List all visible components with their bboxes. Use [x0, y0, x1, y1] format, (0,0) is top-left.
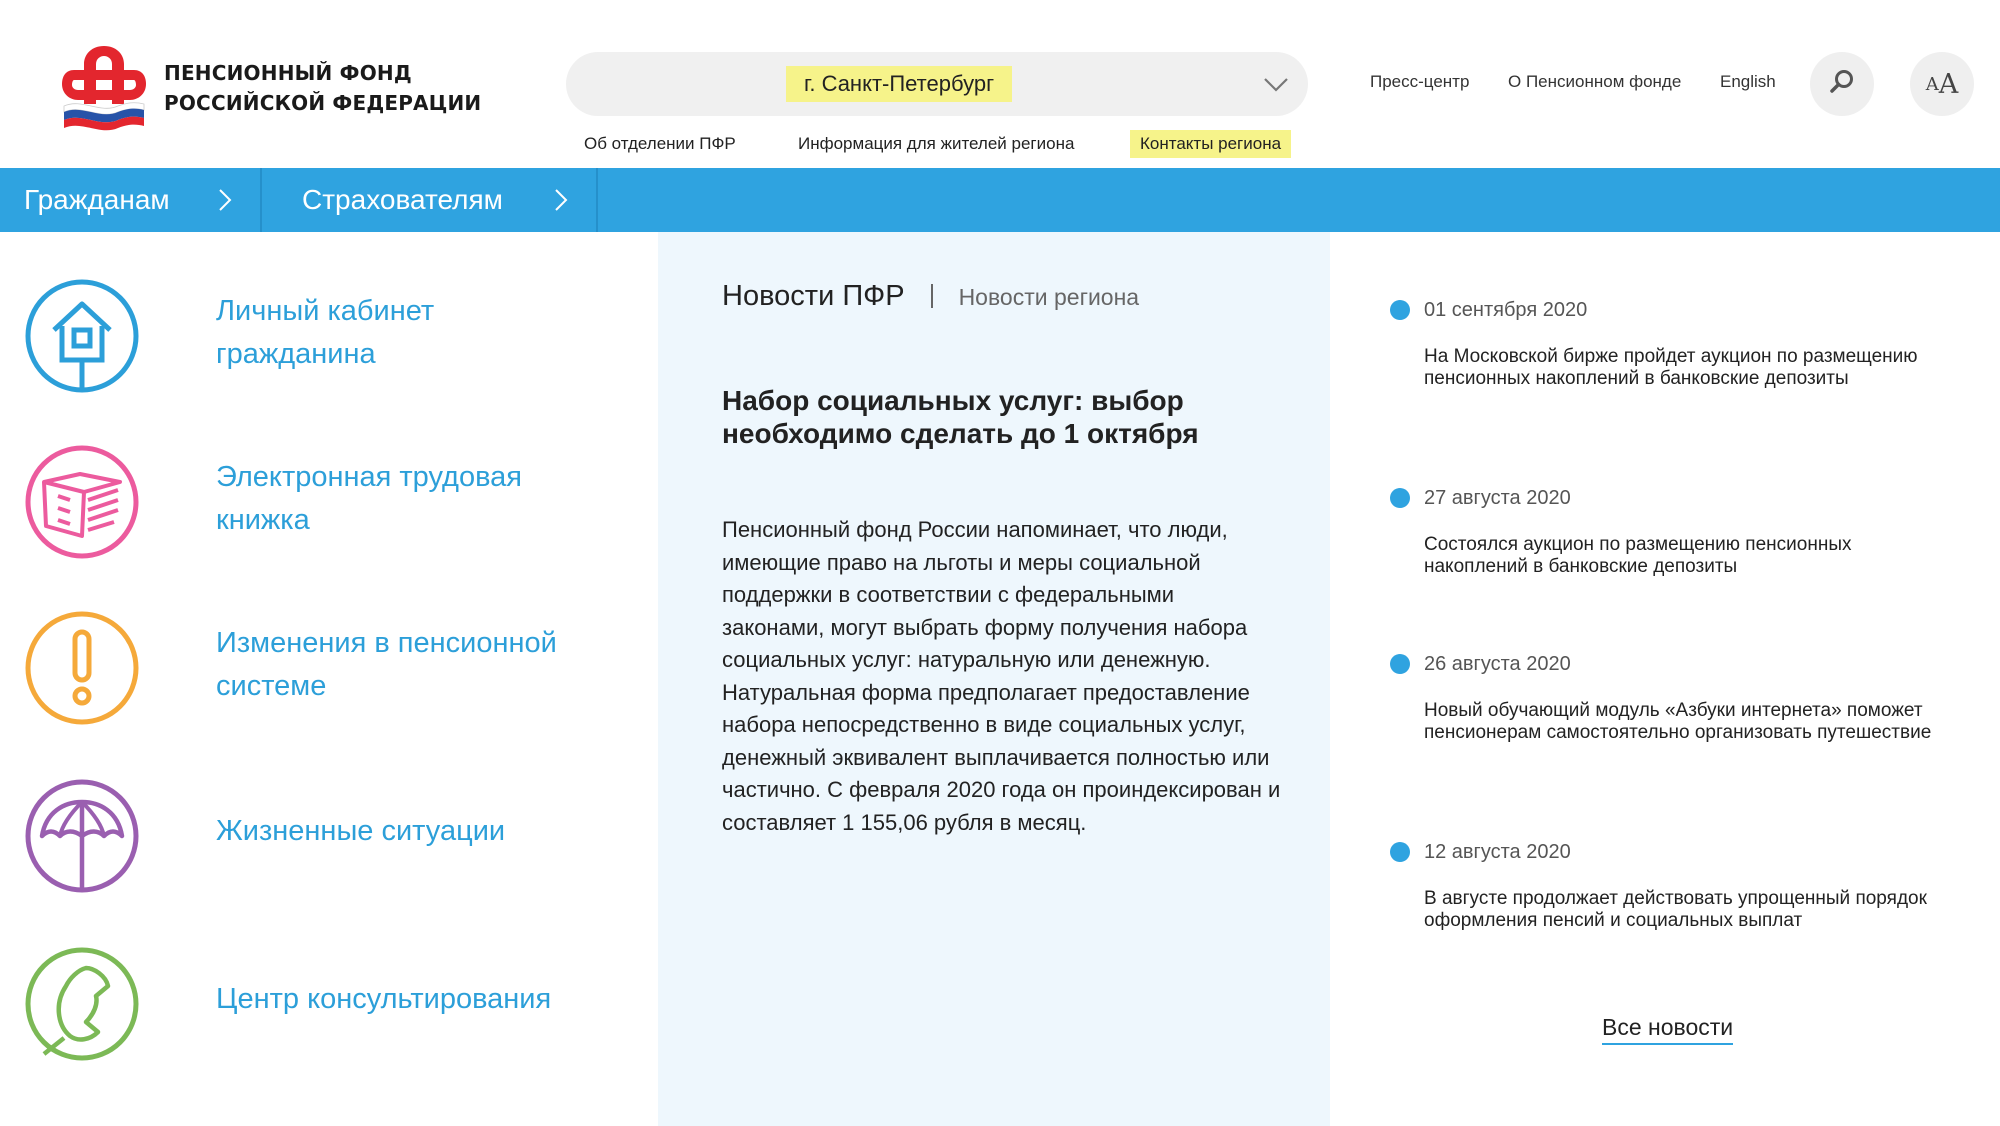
featured-news-panel	[658, 232, 1330, 1126]
region-link-residents-info[interactable]: Информация для жителей региона	[798, 134, 1075, 153]
article-body: Пенсионный фонд России напоминает, что люди, имеющие право на льготы и меры социальной поддержки в соответствии с федеральными законами, могут выбрать форму получения набора социальных услуг: натуральную или денежную. Натуральная форма предполагает предоставление набора непосредственно в виде социальных услуг, денежный эквивалент выплачивается полностью или частично. С февраля 2020 года он проиндексирован и составляет 1 155,06 рубля в месяц.	[722, 517, 1281, 835]
region-link-contacts[interactable]: Контакты региона	[1130, 130, 1291, 158]
logo-text	[164, 58, 481, 118]
service-label-line-2[interactable]: книжка	[216, 504, 310, 536]
news-title[interactable]: Состоялся аукцион по размещению пенсионных накоплений в банковские депозиты	[1424, 534, 1852, 577]
audience-menu	[0, 168, 2000, 232]
news-list	[1330, 232, 2000, 1126]
site-header	[0, 0, 2000, 168]
logo-line-2: РОССИЙСКОЙ ФЕДЕРАЦИИ	[164, 91, 482, 115]
service-electronic-workbook[interactable]	[24, 444, 644, 564]
workbook-icon	[24, 444, 140, 560]
pfr-logo[interactable]	[56, 40, 481, 136]
font-size-big-glyph: A	[1938, 68, 1959, 100]
phone-icon	[24, 946, 140, 1062]
bullet-dot-icon	[1390, 654, 1410, 674]
region-selected-value[interactable]: г. Санкт-Петербург	[786, 66, 1012, 102]
service-label-line-1[interactable]: Электронная трудовая	[216, 461, 522, 493]
service-life-situations[interactable]	[24, 778, 644, 898]
pfr-emblem-icon	[56, 40, 152, 136]
house-icon	[24, 278, 140, 394]
service-label-line-2[interactable]: системе	[216, 670, 327, 702]
service-label	[216, 622, 557, 708]
search-icon	[1827, 67, 1857, 102]
services-list	[0, 232, 658, 1126]
service-label	[216, 290, 434, 376]
font-size-small-glyph: A	[1925, 73, 1939, 95]
news-date: 26 августа 2020	[1424, 653, 1571, 675]
news-date: 01 сентября 2020	[1424, 299, 1588, 321]
chevron-right-icon[interactable]	[212, 187, 238, 213]
service-label-line-1[interactable]: Личный кабинет	[216, 295, 435, 327]
news-date: 12 августа 2020	[1424, 841, 1571, 863]
service-label	[216, 810, 505, 853]
service-label	[216, 456, 522, 542]
chevron-right-icon[interactable]	[548, 187, 574, 213]
article-headline[interactable]: Набор социальных услуг: выбор необходимо сделать до 1 октября	[722, 385, 1199, 449]
menu-divider	[260, 168, 262, 232]
tab-region-news[interactable]: Новости региона	[958, 284, 1140, 310]
bullet-dot-icon	[1390, 488, 1410, 508]
service-label-line-1[interactable]: Центр консультирования	[216, 983, 552, 1015]
bullet-dot-icon	[1390, 300, 1410, 320]
font-size-button[interactable]	[1910, 52, 1974, 116]
service-consulting-center[interactable]	[24, 946, 644, 1066]
news-tabs	[722, 280, 1139, 313]
tab-divider	[931, 284, 933, 308]
tab-pfr-news[interactable]: Новости ПФР	[722, 280, 905, 312]
news-title[interactable]: На Московской бирже пройдет аукцион по размещению пенсионных накоплений в банковские депозиты	[1424, 346, 1918, 389]
bullet-dot-icon	[1390, 842, 1410, 862]
menu-insurers[interactable]: Страхователям	[302, 184, 503, 215]
menu-divider	[596, 168, 598, 232]
news-title[interactable]: В августе продолжает действовать упрощенный порядок оформления пенсий и социальных выплат	[1424, 888, 1927, 931]
service-personal-account[interactable]	[24, 278, 644, 398]
news-title[interactable]: Новый обучающий модуль «Азбуки интернета» поможет пенсионерам самостоятельно организовать путешествие	[1424, 700, 1932, 743]
region-selector[interactable]	[566, 52, 1308, 116]
service-label-line-1[interactable]: Жизненные ситуации	[216, 815, 506, 847]
service-label	[216, 978, 551, 1021]
service-label-line-2[interactable]: гражданина	[216, 338, 376, 370]
menu-citizens[interactable]: Гражданам	[24, 184, 170, 215]
region-link-about-branch[interactable]: Об отделении ПФР	[584, 134, 736, 153]
exclamation-icon	[24, 610, 140, 726]
logo-line-1: ПЕНСИОННЫЙ ФОНД	[164, 61, 412, 85]
nav-press-center[interactable]: Пресс-центр	[1370, 72, 1470, 91]
service-pension-changes[interactable]	[24, 610, 644, 730]
nav-english[interactable]: English	[1720, 72, 1776, 91]
service-label-line-1[interactable]: Изменения в пенсионной	[216, 627, 557, 659]
all-news-link[interactable]: Все новости	[1602, 1014, 1733, 1045]
nav-about-fund[interactable]: О Пенсионном фонде	[1508, 72, 1682, 91]
news-date: 27 августа 2020	[1424, 487, 1571, 509]
umbrella-icon	[24, 778, 140, 894]
chevron-down-icon[interactable]	[1262, 70, 1290, 98]
search-button[interactable]	[1810, 52, 1874, 116]
